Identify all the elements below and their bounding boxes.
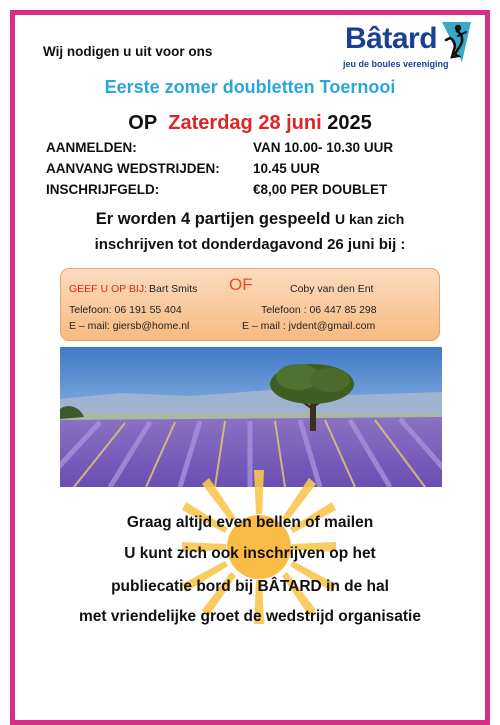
date-year: 2025 [327,112,372,134]
closing-line-3: publiecatie bord bij BÂTARD in de hal [111,578,389,595]
closing-line-1: Graag altijd even bellen of mailen [126,514,374,531]
contact-right-name: Coby van den Ent [290,283,374,295]
closing-line-4: met vriendelijke groet de wedstrijd organisatie [79,608,421,625]
club-logo [340,20,475,74]
or-label: OF [229,275,253,294]
announcement-can-register: U kan zich [335,211,405,227]
contact-left-phone: Telefoon: 06 191 55 404 [69,304,182,316]
date-day: Zaterdag 28 juni [168,112,322,134]
detail-label-start: AANVANG WEDSTRIJDEN: [46,161,220,176]
detail-value-start: 10.45 UUR [253,161,320,176]
give-up-label: GEEF U OP BIJ: [69,283,147,295]
announcement-games: Er worden 4 partijen gespeeld [95,210,331,228]
contact-right-phone: Telefoon : 06 447 85 298 [261,304,377,316]
date-prefix: OP [128,112,158,134]
contact-left-email: E – mail: giersb@home.nl [69,320,190,332]
tournament-title: Eerste zomer doubletten Toernooi [104,77,396,97]
detail-label-fee: INSCHRIJFGELD: [46,182,160,197]
tournament-date [0,112,500,135]
boules-player-icon [440,20,473,64]
contact-left-name: Bart Smits [149,283,198,295]
announcement-line-1 [0,210,500,229]
detail-label-register: AANMELDEN: [46,140,137,155]
logo-name: Bâtard [345,22,438,55]
contact-right-email: E – mail : jvdent@gmail.com [242,320,376,332]
invitation-text: Wij nodigen u uit voor ons [43,44,213,59]
detail-value-register: VAN 10.00- 10.30 UUR [253,140,394,155]
detail-value-fee: €8,00 PER DOUBLET [253,182,388,197]
contact-box [60,268,440,341]
announcement-line-2: inschrijven tot donderdagavond 26 juni bij : [94,236,406,253]
logo-subtitle: jeu de boules vereniging [343,59,449,69]
closing-line-2: U kunt zich ook inschrijven op het [124,545,376,562]
